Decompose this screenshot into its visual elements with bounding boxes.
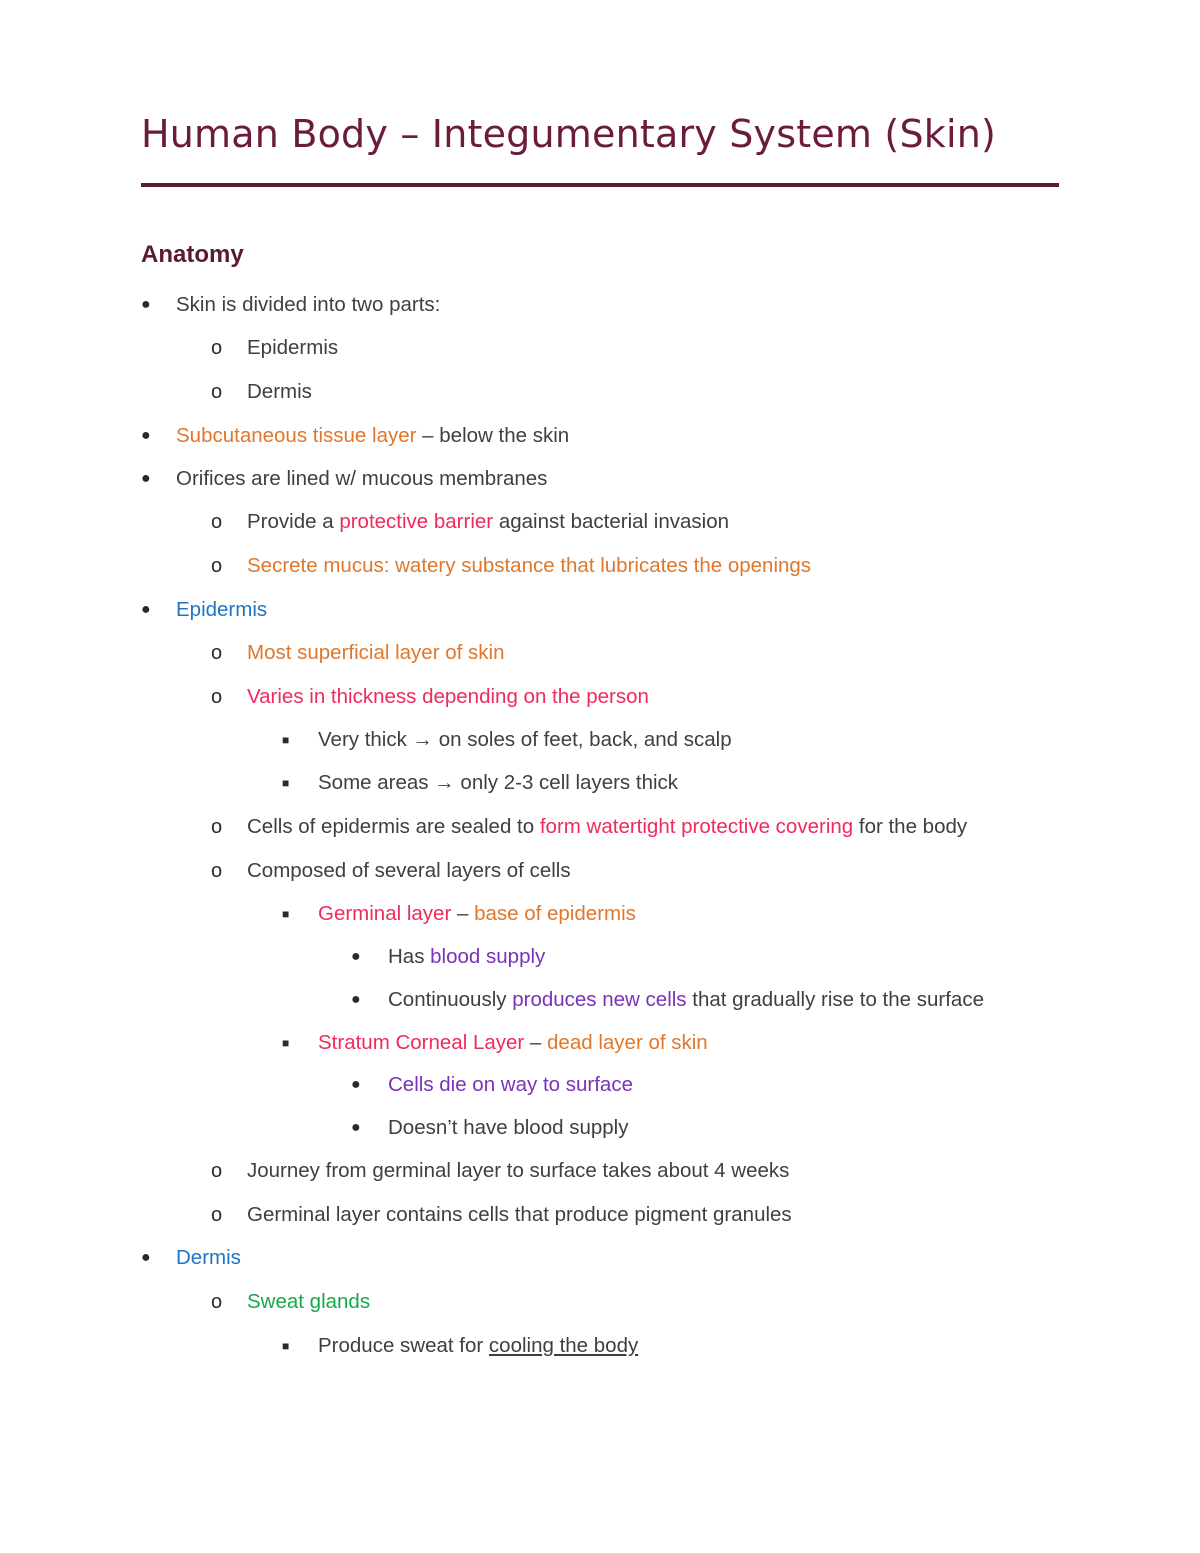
text-segment: Journey from germinal layer to surface takes about 4 weeks — [247, 1159, 790, 1182]
bullet-marker: ■ — [282, 733, 290, 747]
list-item — [0, 1070, 1200, 1100]
list-item — [0, 595, 1200, 625]
list-item-text — [388, 942, 545, 972]
list-item — [0, 768, 1200, 798]
bullet-marker: ● — [141, 601, 151, 618]
text-segment: produces new cells — [512, 988, 687, 1011]
list-item-text — [318, 725, 732, 755]
bullet-marker: ■ — [282, 776, 290, 790]
list-item — [0, 1200, 1200, 1230]
text-segment: Dermis — [176, 1246, 241, 1269]
list-item — [0, 421, 1200, 451]
text-segment: cooling the body — [488, 1334, 639, 1357]
bullet-marker: o — [211, 860, 223, 882]
list-item-text — [176, 595, 267, 625]
list-item-text — [247, 333, 338, 363]
list-item — [0, 290, 1200, 320]
list-item — [0, 464, 1200, 494]
bullet-marker: ■ — [282, 1339, 290, 1353]
list-item — [0, 1243, 1200, 1273]
bullet-marker: o — [211, 555, 223, 577]
list-item-text — [318, 768, 678, 798]
list-item — [0, 1028, 1200, 1058]
text-segment: that gradually rise to the surface — [686, 988, 984, 1011]
list-item-text — [247, 377, 312, 407]
text-segment: Cells of epidermis are sealed to — [247, 815, 540, 838]
list-item-text — [247, 638, 504, 668]
bullet-marker: o — [211, 642, 223, 664]
list-item — [0, 856, 1200, 886]
list-item-text — [318, 1331, 638, 1361]
bullet-marker: o — [211, 337, 223, 359]
list-item-text — [247, 551, 811, 581]
list-item-text — [176, 290, 440, 320]
text-segment: for the body — [853, 815, 968, 838]
list-item-text — [247, 812, 967, 842]
text-segment: against bacterial invasion — [493, 510, 730, 533]
bullet-marker: ● — [141, 470, 151, 487]
text-segment: Has — [388, 945, 431, 968]
bullet-marker: o — [211, 1291, 223, 1313]
list-item — [0, 333, 1200, 363]
list-item — [0, 551, 1200, 581]
list-item-text — [388, 1070, 633, 1100]
list-item — [0, 985, 1200, 1015]
list-item-text — [247, 682, 649, 712]
text-segment: Composed of several layers of cells — [247, 859, 571, 882]
text-segment: Epidermis — [176, 598, 268, 621]
bullet-marker: o — [211, 686, 223, 708]
text-segment: Doesn’t have blood supply — [388, 1116, 629, 1139]
list-item-text — [318, 899, 636, 929]
bullet-marker: o — [211, 1160, 223, 1182]
text-segment: Skin is divided into two parts: — [176, 293, 441, 316]
bullet-marker: ● — [141, 1249, 151, 1266]
text-segment: – — [524, 1031, 548, 1054]
text-segment: Orifices are lined w/ mucous membranes — [176, 467, 548, 490]
page-title: Human Body – Integumentary System (Skin) — [141, 112, 997, 156]
bullet-marker: ● — [351, 1119, 361, 1136]
list-item — [0, 899, 1200, 929]
list-item-text — [176, 1243, 241, 1273]
text-segment: – — [451, 902, 475, 925]
bullet-marker: ● — [351, 1076, 361, 1093]
text-segment: Continuously — [388, 988, 513, 1011]
list-item — [0, 638, 1200, 668]
list-item — [0, 1331, 1200, 1361]
list-item-text — [247, 507, 729, 537]
text-segment: dead layer of skin — [547, 1031, 708, 1054]
text-segment: Germinal layer contains cells that produce pigment granules — [247, 1203, 792, 1226]
text-segment: Dermis — [247, 380, 312, 403]
title-divider — [141, 183, 1059, 187]
text-segment: Some areas → only 2-3 cell layers thick — [318, 771, 679, 794]
bullet-marker: ■ — [282, 1036, 290, 1050]
list-item-text — [318, 1028, 708, 1058]
list-item-text — [247, 856, 571, 886]
list-item — [0, 1156, 1200, 1186]
text-segment: Epidermis — [247, 336, 339, 359]
bullet-marker: ■ — [282, 907, 290, 921]
text-segment: Secrete mucus: watery substance that lubricates the openings — [247, 554, 812, 577]
list-item-text — [247, 1156, 789, 1186]
bullet-marker: o — [211, 1204, 223, 1226]
list-item — [0, 1113, 1200, 1143]
text-segment: Very thick → on soles of feet, back, and scalp — [318, 728, 732, 751]
text-segment: – below the skin — [416, 424, 570, 447]
list-item — [0, 682, 1200, 712]
list-item — [0, 507, 1200, 537]
list-item-text — [176, 464, 547, 494]
text-segment: protective barrier — [339, 510, 494, 533]
text-segment: Provide a — [247, 510, 340, 533]
text-segment: Varies in thickness depending on the person — [247, 685, 649, 708]
list-item-text — [388, 1113, 628, 1143]
bullet-marker: o — [211, 511, 223, 533]
section-heading-anatomy: Anatomy — [141, 241, 244, 268]
bullet-marker: ● — [141, 296, 151, 313]
text-segment: Cells die on way to surface — [388, 1073, 633, 1096]
text-segment: Germinal layer — [318, 902, 452, 925]
list-item-text — [247, 1200, 792, 1230]
list-item — [0, 812, 1200, 842]
text-segment: form watertight protective covering — [539, 815, 854, 838]
list-item — [0, 942, 1200, 972]
list-item — [0, 1287, 1200, 1317]
text-segment: Most superficial layer of skin — [247, 641, 505, 664]
list-item — [0, 377, 1200, 407]
text-segment: Stratum Corneal Layer — [318, 1031, 525, 1054]
list-item — [0, 725, 1200, 755]
bullet-marker: ● — [351, 991, 361, 1008]
text-segment: Subcutaneous tissue layer — [176, 424, 417, 447]
text-segment: Produce sweat for — [318, 1334, 489, 1357]
text-segment: Sweat glands — [247, 1290, 371, 1313]
bullet-marker: o — [211, 381, 223, 403]
bullet-marker: ● — [141, 427, 151, 444]
bullet-marker: o — [211, 816, 223, 838]
bullet-marker: ● — [351, 948, 361, 965]
text-segment: blood supply — [430, 945, 546, 968]
list-item-text — [176, 421, 569, 451]
list-item-text — [247, 1287, 370, 1317]
list-item-text — [388, 985, 984, 1015]
text-segment: base of epidermis — [474, 902, 636, 925]
